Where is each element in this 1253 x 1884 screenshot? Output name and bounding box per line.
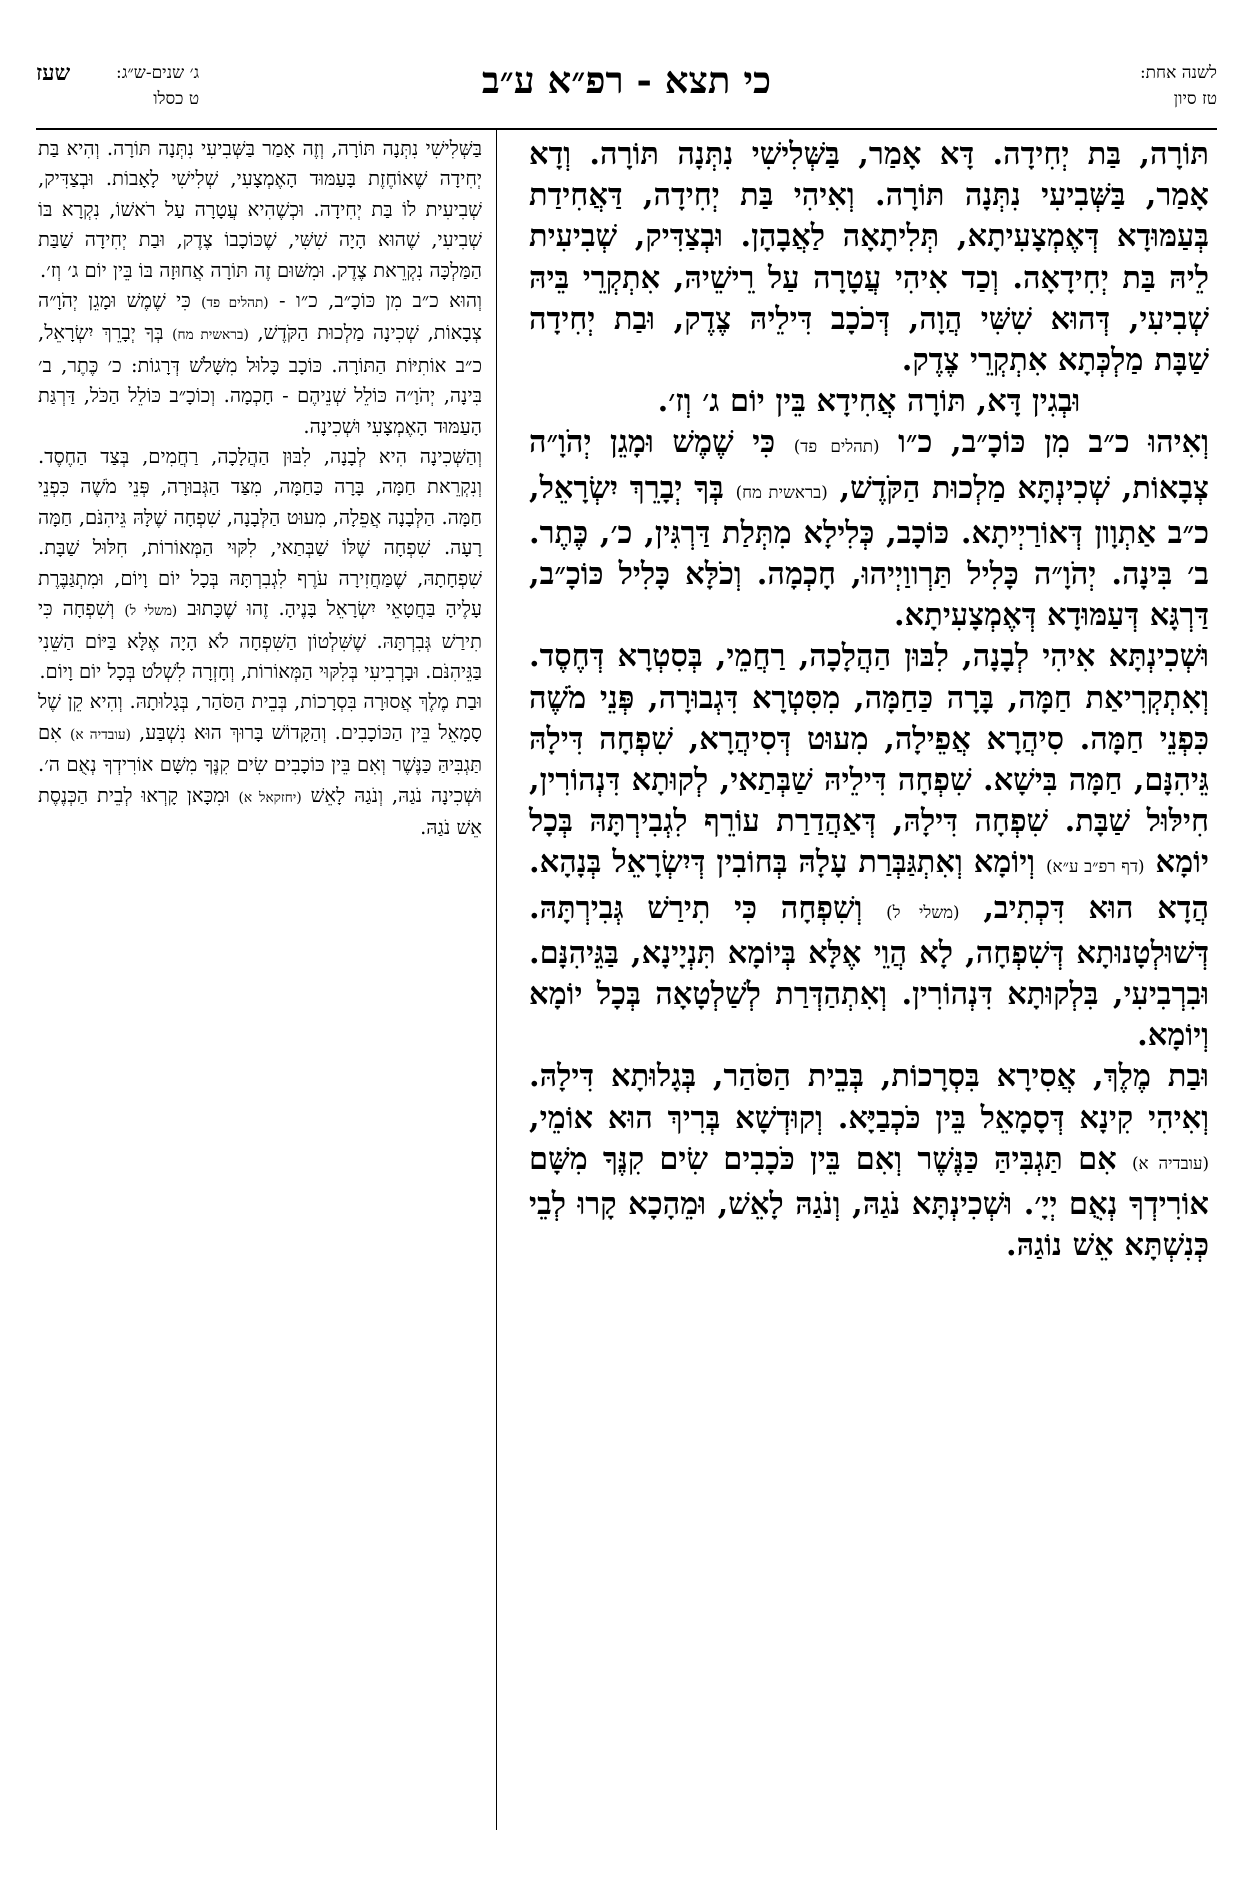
source-reference: (יחזקאל א) [238,789,302,806]
main-column [529,134,1209,1266]
column-divider [496,130,497,1830]
side-paragraph-2: וְהוּא כ״ב מִן כּוֹכָ״ב, כ״ו - (תהלים פד) כִּי שֶׁמֶשׁ וּמָגֵן יְהֹוָ״ה צְבָאוֹת, שְׁכִינָה מַלְכוּת הַקֹּדֶשׁ, (בראשית מח) בְּךָ יְבָרֵךְ יִשְׂרָאֵל, כ״ב אוֹתִיּוֹת הַתּוֹרָה. כּוֹכָב כָּלוּל מִשָּׁלֹשׁ דְּרָגוֹת: כ׳ כֶּתֶר, ב׳ בִּינָה, יְהֹוָ״ה כּוֹלֵל שְׁנֵיהֶם - חָכְמָה. וְכוֹכָ״ב כּוֹלֵל הַכֹּל, דַּרְגַּת הָעַמּוּד הָאֶמְצָעִי וּשְׁכִינָה. [38,289,483,438]
main-paragraph-4: וּשְׁכִינְתָּא אִיהִי לְבָנָה, לִבּוּן הַהֲלָכָה, רַחֲמֵי, בְּסִטְרָא דְּחֶסֶד. וְאִתְקְרִיאַת חַמָּה, בָּרָה כַּחַמָּה, מִסִּטְרָא דִּגְבוּרָה, פְּנֵי מֹשֶׁה כִּפְנֵי חַמָּה. סִיהֲרָא אֲפֵילָה, מִעוּט דְּסִיהֲרָא, שִׁפְחָה דִּילָהּ גֵּיהִנָּם, חַמָּה בִּישָׁא. שִׁפְחָה דִּילֵיהּ שַׁבְּתַאי, לְקוּתָא דִּנְהוֹרִין, חִילּוּל שַׁבָּת. שִׁפְחָה דִּילָהּ, דְּאַהֲדַרַת עוֹרֵף לִגְבִירְתָּהּ בְּכָל יוֹמָא (דף רפ״ב ע״א) וְיוֹמָא וְאִתְגַּבְּרַת עָלָהּ בְּחוֹבִין דְּיִשְׂרָאֵל בְּנָהָא. הֲדָא הוּא דִּכְתִיב, (משלי ל) וְשִׁפְחָה כִּי תִירַשׁ גְּבִירְתָּהּ. דְּשׁוּלְטָנוּתָא דְּשִׁפְחָה, לָא הֲוֵי אֶלָּא בְּיוֹמָא תִּנְיָינָא, בַּגֵּיהִנָּם. וּבִרְבִיעִי, בִּלְקוּתָא דִּנְהוֹרִין. וְאִתְהַדְּרַת לְשַׁלְטָאָה בְּכָל יוֹמָא וְיוֹמָא. [529,638,1210,1054]
source-reference: (משלי ל) [886,901,960,922]
translation-column [38,134,482,843]
source-reference: (תהלים פד) [201,295,269,312]
header-right-bottom: טז סיון [1173,89,1217,109]
page-reference: (דף רפ״ב ע״א) [1045,856,1145,877]
source-reference: (משלי ל) [124,603,178,620]
source-reference: (בראשית מח) [735,481,828,502]
side-paragraph-4: וּבַת מֶלֶךְ אֲסוּרָה בִּסְרָכוֹת, בְּבֵית הַסֹּהַר, בְּגָלוּתָהּ. וְהִיא קֵן שֶׁל סָמָאֵל בֵּין הַכּוֹכָבִים. וְהַקָּדוֹשׁ בָּרוּךְ הוּא נִשְׁבַּע, (עובדיה א) אִם תַּגְבִּיהַּ כַּנֶּשֶׁר וְאִם בֵּין כּוֹכָבִים שִׂים קִנֶּךָ מִשָּׁם אוֹרִידְךָ נְאֻם ה׳. וּשְׁכִינָה נֹגַהּ, וְנֹגַהּ לָאֵשׁ (יחזקאל א) וּמִכָּאן קָרְאוּ לְבֵית הַכְּנֶסֶת אֵשׁ נֹגַהּ. [38,690,482,839]
header-divider [36,128,1217,130]
source-reference: (עובדיה א) [1131,1152,1209,1173]
page-number: שעז [36,60,71,86]
source-reference: (תהלים פד) [793,436,880,457]
main-paragraph-3: וְאִיהוּ כ״ב מִן כּוֹכָ״ב, כ״ו (תהלים פד) כִּי שֶׁמֶשׁ וּמָגֵן יְהֹוָ״ה צְבָאוֹת, שְׁכִינְתָּא מַלְכוּת הַקֹּדֶשׁ, (בראשית מח) בְּךָ יְבָרֵךְ יִשְׂרָאֵל, כ״ב אַתְוָון דְּאוֹרַיְיתָא. כּוֹכָב, כְּלִילָא מִתְּלַת דַּרְגִּין, כ׳, כֶּתֶר. ב׳ בִּינָה. יְהֹוָ״ה כָּלִיל תַּרְווַיְיהוּ, חָכְמָה. וְכֹלָּא כָּלִיל כּוֹכָ״ב, דַּרְגָּא דְּעַמּוּדָא דְּאֶמְצָעִיתָא. [529,424,1210,634]
source-reference: (בראשית מח) [172,327,249,344]
source-reference: (עובדיה א) [70,726,131,743]
main-paragraph-5: וּבַת מֶלֶךְ, אֲסִירָא בִּסְרָכוֹת, בְּבֵית הַסֹּהַר, בְּגָלוּתָא דִּילָהּ. וְאִיהִי קִינָא דְּסָמָאֵל בֵּין כֹּכְבַיָּא. וְקוּדְשָׁא בְּרִיךְ הוּא אוֹמֵי, (עובדיה א) אִם תַּגְבִּיהַּ כַּנֶּשֶׁר וְאִם בֵּין כֹּכָבִים שִׂים קִנֶּךָ מִשָּׁם אוֹרִידְךָ נְאֻם יְיָ׳. וּשְׁכִינְתָּא נֹגַהּ, וְנֹגַהּ לָאֵשׁ, וּמֵהָכָא קָרוּ לְבֵי כְּנִשְׁתָּא אֵשׁ נוֹגַהּ. [529,1058,1209,1264]
main-paragraph-1: תּוֹרָה, בַּת יְחִידָה. דָּא אָמַר, בַּשְּׁלִישִׁי נִתְּנָה תּוֹרָה. וְדָא אָמַר, בַּשְּׁבִיעִי נִתְּנָה תּוֹרָה. וְאִיהִי בַּת יְחִידָה, דַּאֲחִידַת בְּעַמּוּדָא דְּאֶמְצָעִיתָא, תְּלִיתָאָה לַאֲבָהָן. וּבְצַדִּיק, שְׁבִיעִית לֵיהּ בַּת יְחִידָאָה. וְכַד אִיהִי עֲטָרָה עַל רֵישֵׁיהּ, אִתְקְרֵי בֵּיהּ שְׁבִיעִי, דְּהוּא שִׁשִּׁי הֲוָה, דְּכֹכָב דִּילֵיהּ צֶדֶק, וּבַת יְחִידָה שַׁבָּת מַלְכְּתָא אִתְקְרֵי צֶדֶק. [529,136,1209,379]
page-title: כי תצא - רפ״א ע״ב [481,58,772,102]
header-left-bottom: ט כסלו [153,89,200,109]
main-paragraph-2: וּבְגִין דָּא, תּוֹרָה אֲחִידָא בֵּין יוֹם ג׳ וְז׳. [657,383,1081,420]
header-left-dates [116,60,199,112]
side-paragraph-3: וְהַשְּׁכִינָה הִיא לְבָנָה, לִבּוּן הַהֲלָכָה, רַחֲמִים, בְּצַד הַחֶסֶד. וְנִקְרֵאת חַמָּה, בָּרָה כַּחַמָּה, מִצַּד הַגְּבוּרָה, פְּנֵי מֹשֶׁה כִּפְנֵי חַמָּה. הַלְּבָנָה אֲפֵלָה, מִעוּט הַלְּבָנָה, שִׁפְחָה שֶׁלָּהּ גֵּיהִנֹּם, חַמָּה רָעָה. שִׁפְחָה שֶׁלּוֹ שַׁבְּתַאי, לִקּוּי הַמְּאוֹרוֹת, חִלּוּל שַׁבָּת. שִׁפְחָתָהּ, שֶׁמַּחֲזִירָה עֹרֶף לִגְבִרְתָּהּ בְּכָל יוֹם וָיוֹם, וּמִתְגַּבֶּרֶת עָלֶיהָ בַּחֲטָאֵי יִשְׂרָאֵל בָּנֶיהָ. זֶהוּ שֶׁכָּתוּב (משלי ל) וְשִׁפְחָה כִּי תִירַשׁ גְּבִרְתָּהּ. שֶׁשִּׁלְטוֹן הַשִּׁפְחָה לֹא הָיָה אֶלָּא בַּיּוֹם הַשֵּׁנִי בַּגֵּיהִנֹּם. וּבָרְבִיעִי בְּלִקּוּי הַמְּאוֹרוֹת, וְחָזְרָה לִשְׁלֹט בְּכָל יוֹם וָיוֹם. [38,445,483,683]
page-header [36,54,1217,132]
header-right-top: לשנה אחת: [1139,63,1217,83]
side-paragraph-1: בַּשְּׁלִישִׁי נִתְּנָה תּוֹרָה, וְזֶה אָמַר בַּשְּׁבִיעִי נִתְּנָה תּוֹרָה. וְהִיא בַּת יְחִידָה שֶׁאוֹחֶזֶת בָּעַמּוּד הָאֶמְצָעִי, שְׁלִישִׁי לָאָבוֹת. וּבְצַדִּיק, שְׁבִיעִית לוֹ בַּת יְחִידָה. וּכְשֶׁהִיא עֲטָרָה עַל רֹאשׁוֹ, נִקְרָא בּוֹ שְׁבִיעִי, שֶׁהוּא הָיָה שִׁשִּׁי, שֶׁכּוֹכָבוֹ צֶדֶק, וּבַת יְחִידָה שַׁבַּת הַמַּלְכָּה נִקְרֵאת צֶדֶק. וּמִשּׁוּם זֶה תּוֹרָה אֲחוּזָה בּוֹ בֵּין יוֹם ג׳ וְז׳. [38,137,482,282]
header-left-top: ג׳ שנים-ש״ג: [116,63,200,83]
